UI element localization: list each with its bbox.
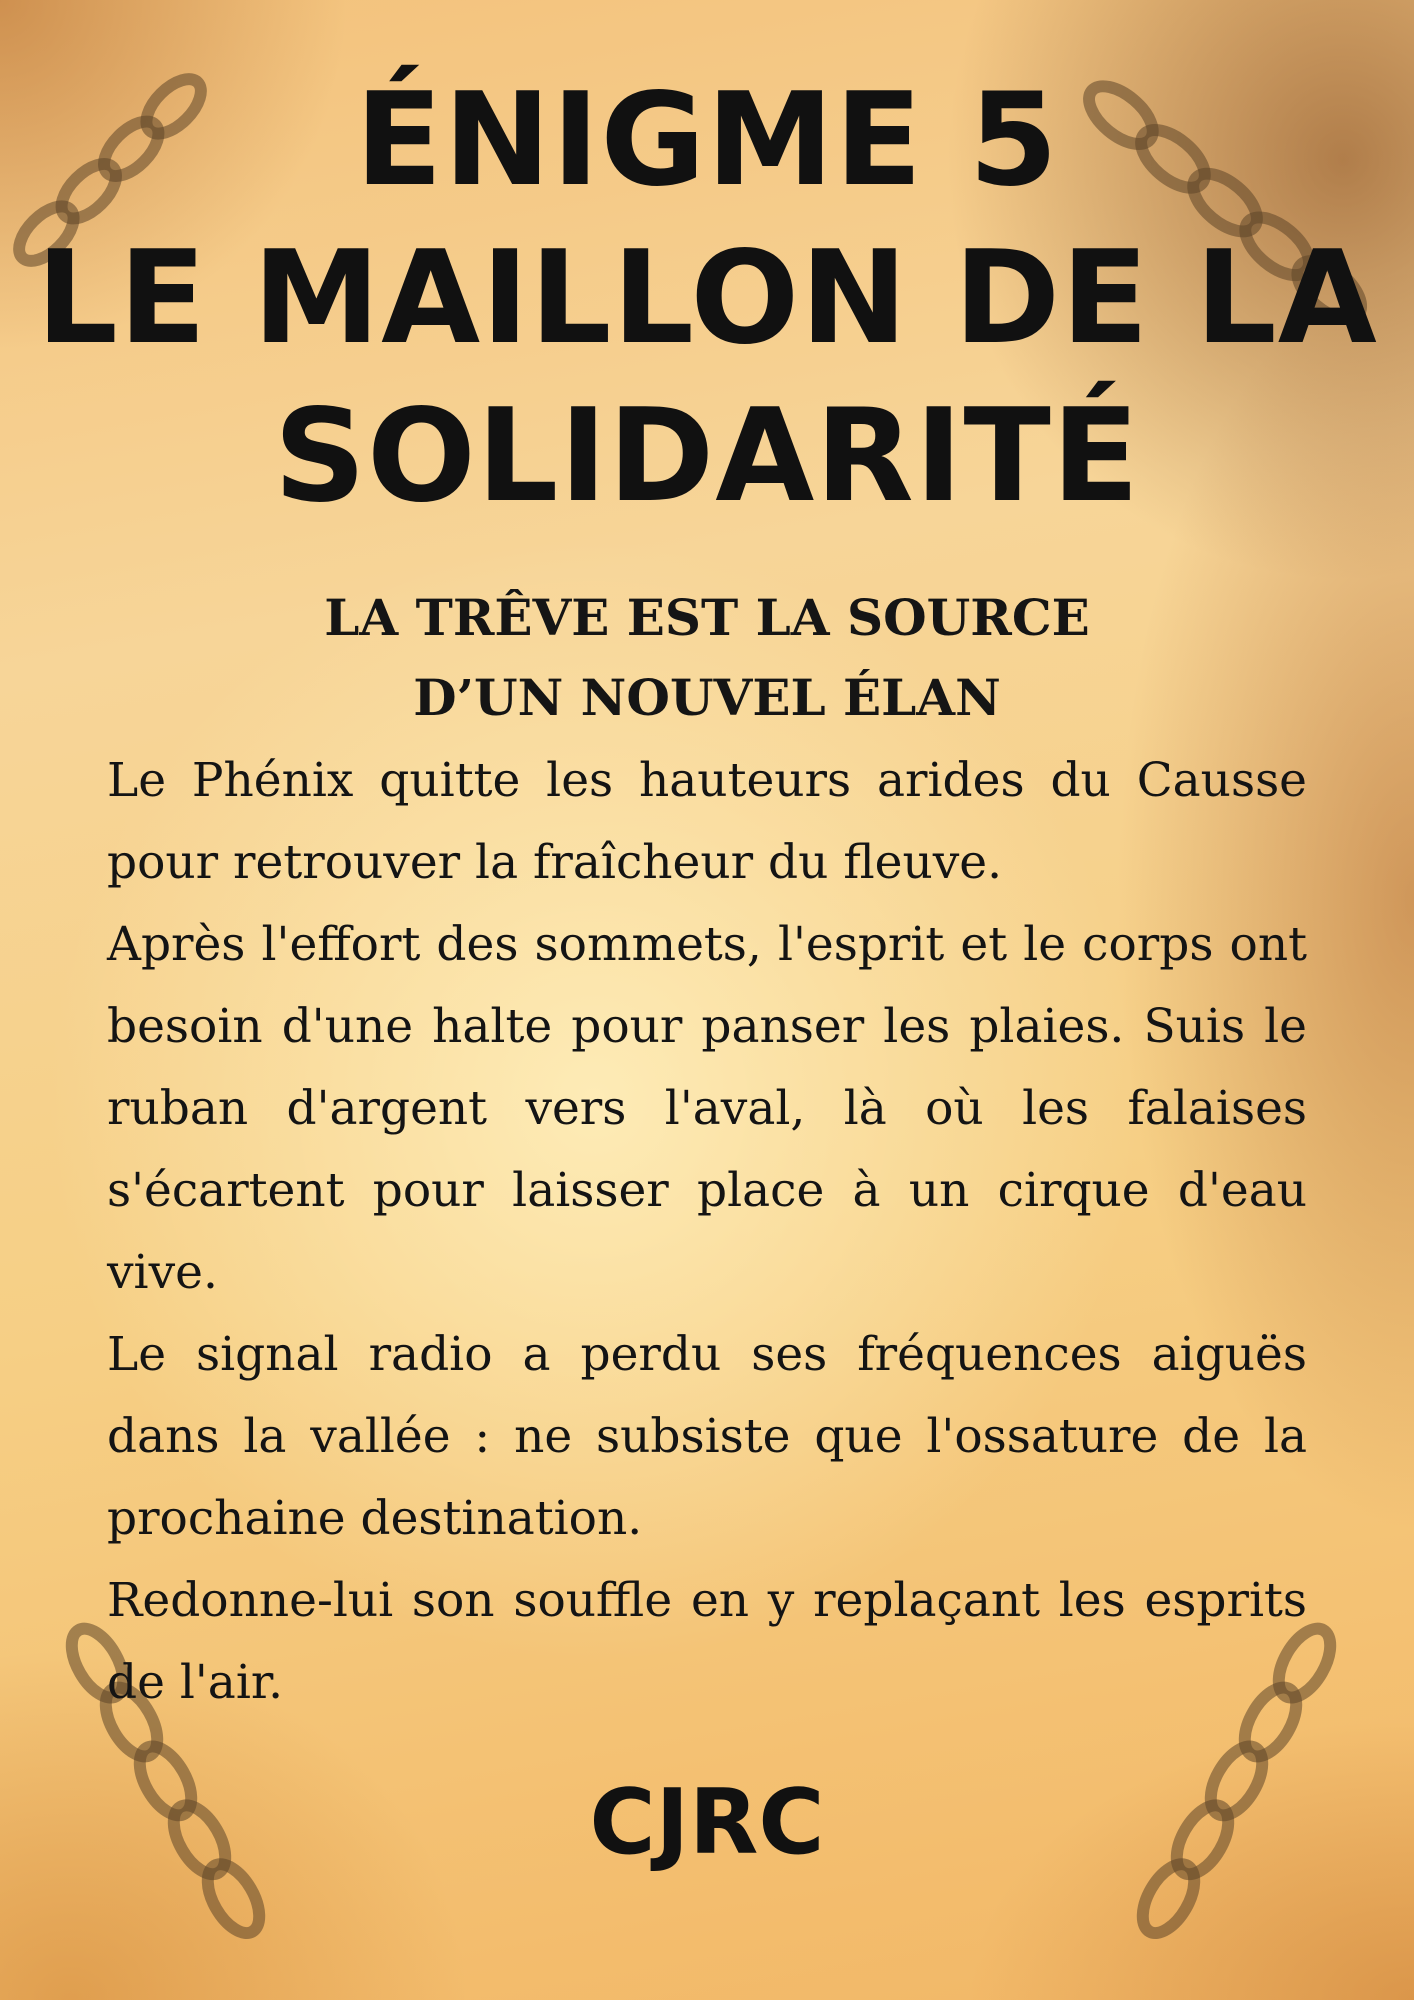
- title-line-2: LE MAILLON DE LA: [36, 224, 1378, 373]
- paragraph: Redonne-lui son souffle en y replaçant les esprits de l'air.: [107, 1573, 1307, 1710]
- paragraph: Après l'effort des sommets, l'esprit et le corps ont besoin d'une halte pour panser les plaies. Suis le ruban d'argent vers l'aval, là où les falaises s'écartent pour laisser place à un cirque d'eau vive.: [107, 917, 1307, 1300]
- paragraph: Le signal radio a perdu ses fréquences aiguës dans la vallée : ne subsiste que l'ossature de la prochaine destination.: [107, 1327, 1307, 1546]
- title-line-3: SOLIDARITÉ: [273, 382, 1141, 531]
- subtitle-line-1: LA TRÊVE EST LA SOURCE: [324, 588, 1090, 647]
- subtitle-line-2: D’UN NOUVEL ÉLAN: [413, 668, 1001, 727]
- page-title: [0, 62, 1414, 536]
- signature: CJRC: [589, 1770, 825, 1875]
- riddle-text: [107, 740, 1307, 1724]
- title-line-1: ÉNIGME 5: [355, 66, 1059, 215]
- subtitle: [0, 578, 1414, 738]
- paragraph: Le Phénix quitte les hauteurs arides du Causse pour retrouver la fraîcheur du fleuve.: [107, 753, 1307, 890]
